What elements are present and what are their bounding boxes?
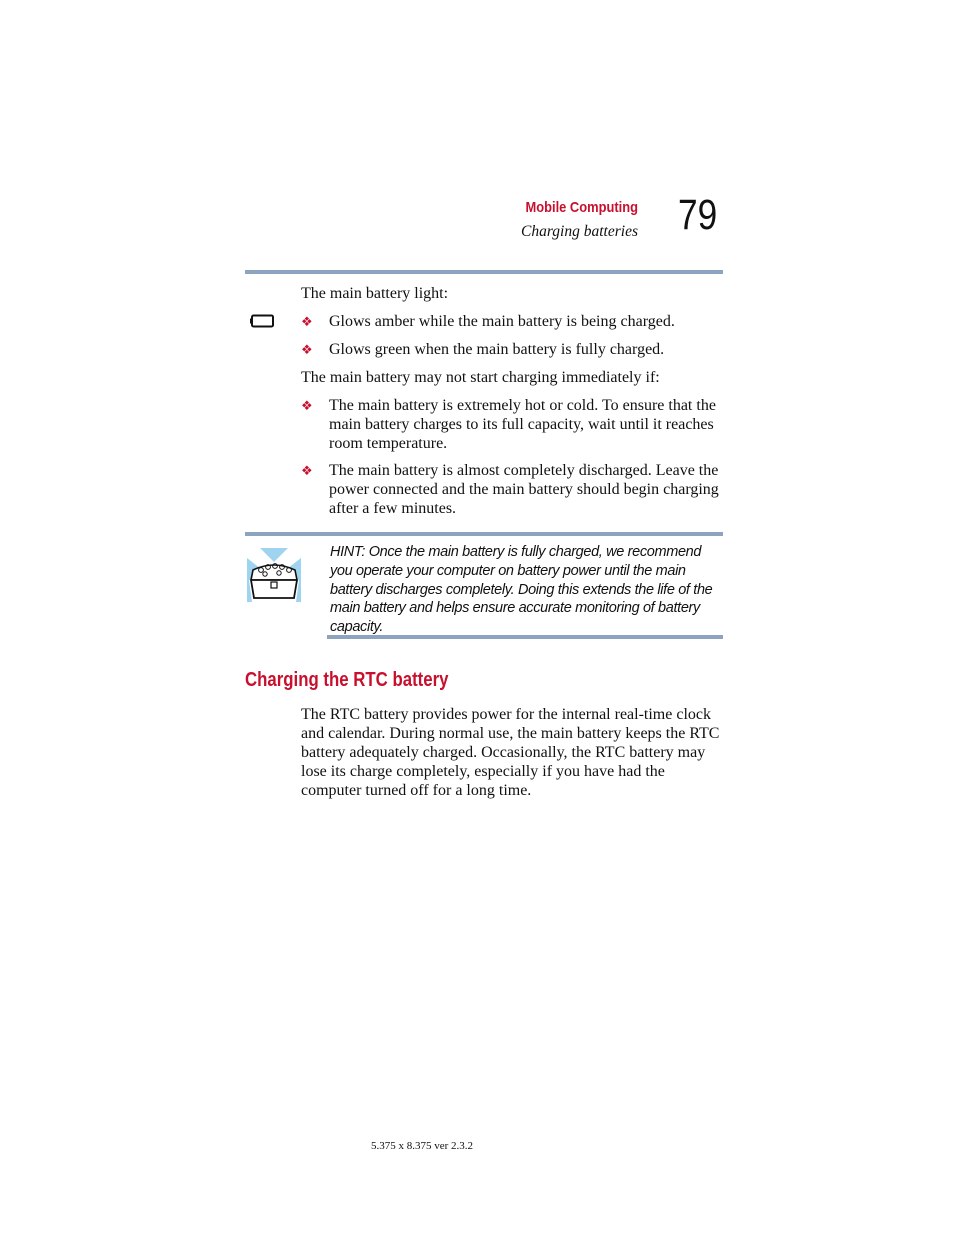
hint-top-rule — [245, 532, 723, 536]
running-header-subsection: Charging batteries — [521, 223, 638, 240]
not-charging-bullet-discharged: The main battery is almost completely discharged. Leave the power connected and the main battery should begin charging after a few minutes. — [329, 462, 719, 517]
light-bullet-green: Glows green when the main battery is fully charged. — [329, 341, 665, 358]
running-header-section: Mobile Computing — [525, 199, 638, 216]
page-number: 79 — [678, 191, 718, 239]
bullet-icon: ❖ — [301, 342, 313, 357]
bullet-icon: ❖ — [301, 398, 313, 413]
section-heading: Charging the RTC battery — [245, 669, 449, 691]
top-rule — [245, 270, 723, 274]
not-charging-intro: The main battery may not start charging immediately if: — [301, 369, 660, 386]
rtc-paragraph: The RTC battery provides power for the internal real-time clock and calendar. During normal use, the main battery keeps the RTC battery adequately charged. Occasionally, the RTC battery may lose its charge completely, especially if you have had the computer turned off for a long time. — [301, 706, 720, 799]
light-bullet-amber: Glows amber while the main battery is being charged. — [329, 313, 675, 330]
footer-version: 5.375 x 8.375 ver 2.3.2 — [371, 1140, 474, 1152]
hint-bottom-rule — [327, 635, 723, 639]
intro-text: The main battery light: — [301, 285, 449, 302]
not-charging-bullet-temperature: The main battery is extremely hot or cold. To ensure that the main battery charges to its full capacity, wait until it reaches room temperature. — [329, 397, 716, 452]
battery-indicator-icon — [250, 314, 274, 328]
hint-text: HINT: Once the main battery is fully charged, we recommend you operate your computer on battery power until the main battery discharges completely. Doing this extends the life of the main battery and helps ensure accurate monitoring of battery capacity. — [330, 544, 713, 636]
treasure-chest-hint-icon — [247, 548, 301, 602]
bullet-icon: ❖ — [301, 314, 313, 329]
bullet-icon: ❖ — [301, 463, 313, 478]
